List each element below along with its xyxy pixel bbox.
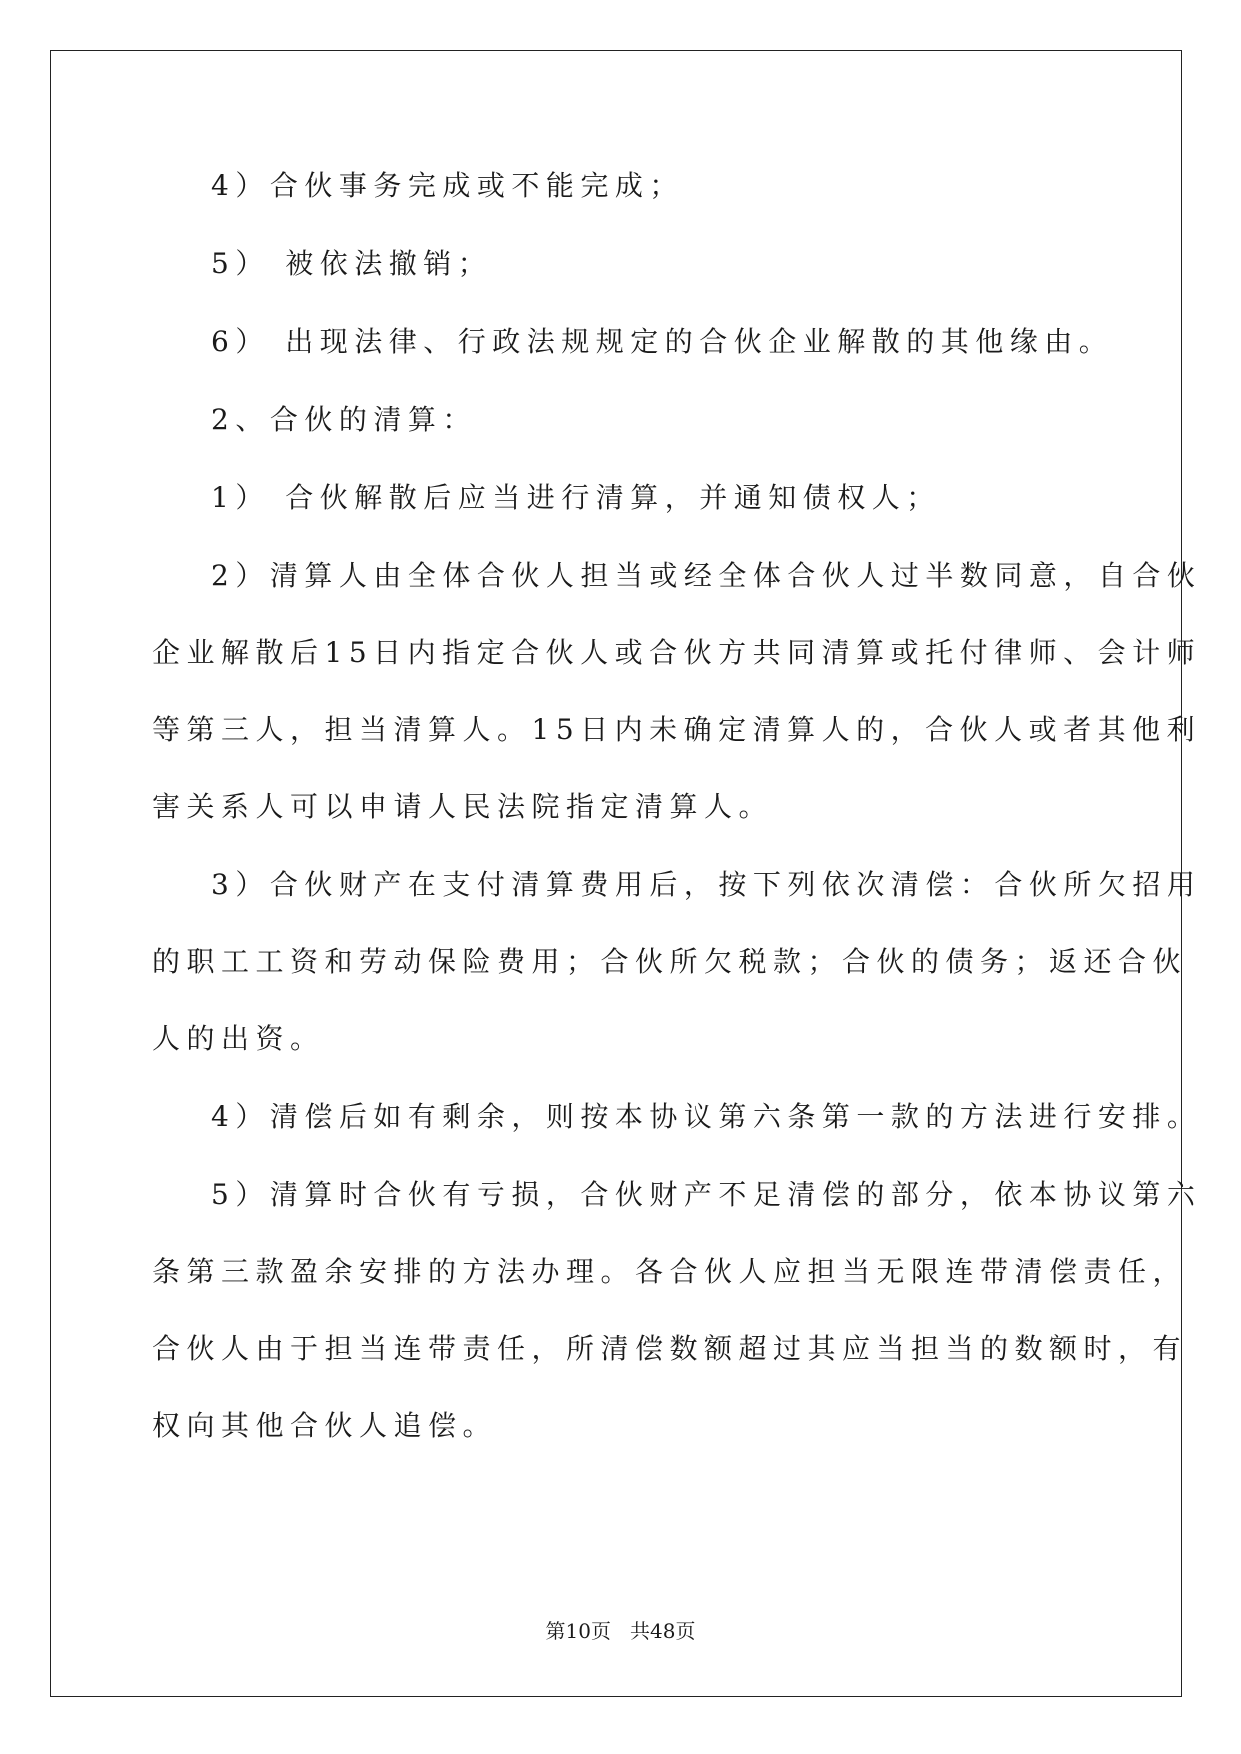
liquidation-clause-4: 4）清偿后如有剩余，则按本协议第六条第一款的方法进行安排。: [211, 1100, 1202, 1133]
liquidation-clause-2-line-4: 害关系人可以申请人民法院指定清算人。: [152, 790, 774, 823]
page-total: 共48页: [630, 1619, 696, 1643]
liquidation-clause-3-line-2: 的职工工资和劳动保险费用；合伙所欠税款；合伙的债务；返还合伙: [152, 945, 1188, 978]
page-footer: [0, 1619, 1241, 1643]
liquidation-clause-3-line-3: 人的出资。: [152, 1022, 325, 1055]
liquidation-clause-2-line-2: 企业解散后15日内指定合伙人或合伙方共同清算或托付律师、会计师: [152, 636, 1202, 669]
section-heading-liquidation: 2、合伙的清算：: [211, 403, 477, 436]
liquidation-clause-2-line-3: 等第三人，担当清算人。15日内未确定清算人的，合伙人或者其他利: [152, 713, 1202, 746]
liquidation-clause-2-line-1: 2）清算人由全体合伙人担当或经全体合伙人过半数同意，自合伙: [211, 559, 1202, 592]
page-number: 第10页: [545, 1619, 611, 1643]
liquidation-clause-1: 1） 合伙解散后应当进行清算，并通知债权人；: [211, 481, 941, 514]
document-body: [152, 168, 1202, 1443]
clause-4-completion: 4）合伙事务完成或不能完成；: [211, 169, 684, 202]
clause-6-other-reasons: 6） 出现法律、行政法规规定的合伙企业解散的其他缘由。: [211, 325, 1114, 358]
liquidation-clause-5-line-1: 5）清算时合伙有亏损，合伙财产不足清偿的部分，依本协议第六: [211, 1178, 1202, 1211]
liquidation-clause-5-line-2: 条第三款盈余安排的方法办理。各合伙人应担当无限连带清偿责任，: [152, 1255, 1188, 1288]
liquidation-clause-3-line-1: 3）合伙财产在支付清算费用后，按下列依次清偿：合伙所欠招用: [211, 868, 1202, 901]
liquidation-clause-5-line-4: 权向其他合伙人追偿。: [152, 1409, 498, 1442]
liquidation-clause-5-line-3: 合伙人由于担当连带责任，所清偿数额超过其应当担当的数额时，有: [152, 1332, 1188, 1365]
clause-5-revoked: 5） 被依法撤销；: [211, 247, 493, 280]
